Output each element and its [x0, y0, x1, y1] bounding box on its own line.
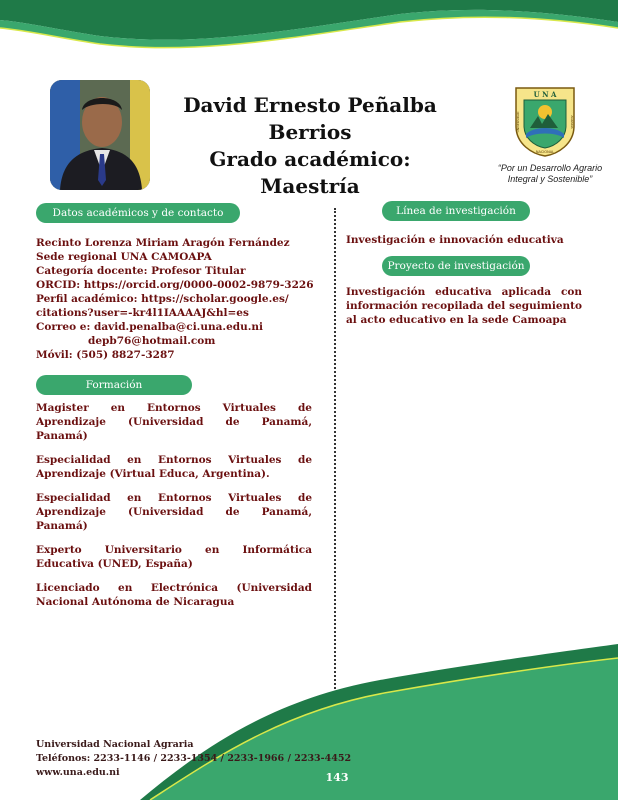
research-project-text: Investigación educativa aplicada con información recopilada del seguimiento al acto educativo en la sede Camoapa — [346, 286, 582, 326]
slogan-line-2: Integral y Sostenible” — [507, 174, 593, 184]
slogan-line-1: “Por un Desarrollo Agrario — [497, 163, 603, 173]
logo-text-right: AGRARIA — [570, 115, 574, 129]
research-project-heading: Proyecto de investigación — [382, 256, 530, 276]
contact-line: Perfil académico: https://scholar.google.es/ — [36, 293, 289, 305]
footer-university: Universidad Nacional Agraria — [36, 739, 194, 750]
profile-photo — [50, 80, 150, 190]
contact-line: Correo e: david.penalba@ci.una.edu.ni — [36, 321, 264, 333]
logo-text-bottom: NACIONAL — [535, 150, 555, 154]
formation-entry: Especialidad en Entornos Virtuales de Aprendizaje (Virtual Educa, Argentina). — [36, 454, 312, 480]
formation-list — [36, 401, 312, 619]
formation-section-heading: Formación — [36, 375, 192, 395]
una-logo — [512, 86, 578, 158]
contact-line: Móvil: (505) 8827-3287 — [36, 349, 175, 361]
research-line-text: Investigación e innovación educativa — [346, 234, 564, 246]
logo-text-left: UNIVERSIDAD — [516, 111, 520, 133]
contact-line: Recinto Lorenza Miriam Aragón Fernández — [36, 237, 290, 249]
footer — [36, 738, 351, 780]
page-title — [160, 92, 460, 200]
contact-line: depb76@hotmail.com — [88, 335, 216, 347]
academic-degree: Grado académico: Maestría — [209, 147, 411, 198]
contact-line: ORCID: https://orcid.org/0000-0002-9879-3226 — [36, 279, 314, 291]
footer-website[interactable]: www.una.edu.ni — [36, 767, 120, 778]
contact-section-heading: Datos académicos y de contacto — [36, 203, 240, 223]
formation-entry: Magister en Entornos Virtuales de Aprendizaje (Universidad de Panamá, Panamá) — [36, 402, 312, 442]
page-number: 143 — [325, 771, 349, 784]
contact-line: Categoría docente: Profesor Titular — [36, 265, 246, 277]
footer-phones: Teléfonos: 2233-1146 / 2233-1354 / 2233-1966 / 2233-4452 — [36, 753, 352, 764]
contact-line: Sede regional UNA CAMOAPA — [36, 251, 212, 263]
formation-entry: Especialidad en Entornos Virtuales de Aprendizaje (Universidad de Panamá, Panamá) — [36, 492, 312, 532]
contact-line: citations?user=-kr4l1IAAAAJ&hl=es — [36, 307, 249, 319]
research-line-heading: Línea de investigación — [382, 201, 530, 221]
slogan — [490, 163, 610, 185]
formation-entry: Experto Universitario en Informática Educativa (UNED, España) — [36, 544, 312, 570]
logo-text-top: U N A — [533, 90, 557, 99]
formation-entry: Licenciado en Electrónica (Universidad Nacional Autónoma de Nicaragua — [36, 582, 312, 608]
top-wave-decoration — [0, 0, 618, 60]
person-name: David Ernesto Peñalba Berrios — [183, 93, 437, 144]
contact-details — [36, 236, 326, 362]
